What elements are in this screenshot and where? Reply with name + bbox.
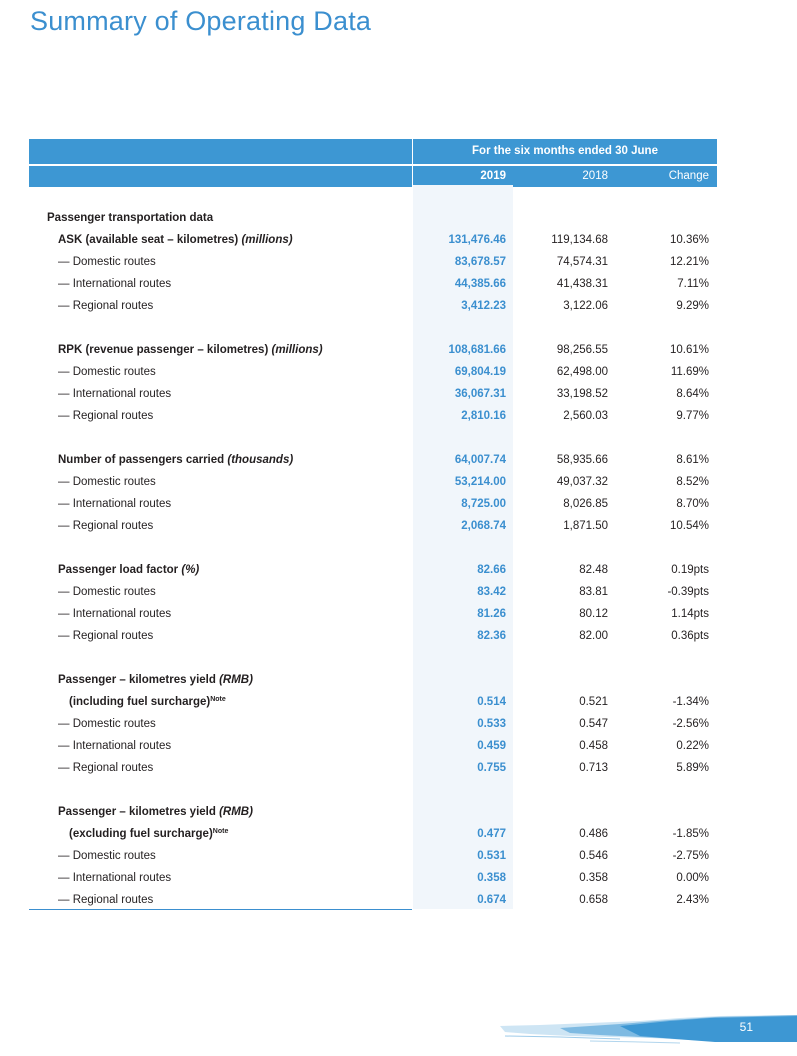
row-label	[58, 603, 171, 625]
row-label	[58, 713, 156, 735]
value-change: 0.22%	[676, 740, 709, 752]
row-label-unit: (%)	[181, 564, 200, 576]
table-row	[29, 801, 717, 823]
column-header-2019: 2019	[480, 170, 506, 182]
row-label	[58, 669, 253, 691]
row-label-text: — Regional routes	[58, 894, 154, 906]
value-change: -2.75%	[672, 850, 709, 862]
row-label	[58, 625, 153, 647]
value-2018: 119,134.68	[551, 234, 608, 246]
value-2018: 74,574.31	[556, 256, 608, 268]
row-label-text: — Regional routes	[58, 762, 154, 774]
value-change: 0.00%	[676, 872, 709, 884]
table-row	[29, 845, 717, 867]
value-2018: 0.713	[579, 762, 608, 774]
value-2019: 0.674	[477, 894, 506, 906]
value-change: 8.61%	[676, 454, 709, 466]
value-2018: 82.00	[579, 630, 608, 642]
note-marker: Note	[210, 696, 226, 703]
value-change: 1.14pts	[671, 608, 709, 620]
value-2019: 53,214.00	[454, 476, 506, 488]
row-label	[58, 801, 253, 823]
row-label-text: — Domestic routes	[58, 850, 156, 862]
row-label	[58, 559, 199, 581]
value-2019: 44,385.66	[454, 278, 506, 290]
table-row	[29, 229, 717, 251]
row-label-text: — Domestic routes	[58, 476, 156, 488]
table-row	[29, 383, 717, 405]
row-label-text: (excluding fuel surcharge)	[69, 828, 213, 840]
value-2018: 80.12	[579, 608, 608, 620]
value-change: 9.77%	[676, 410, 709, 422]
value-2018: 3,122.06	[563, 300, 608, 312]
row-label	[58, 867, 171, 889]
value-2018: 2,560.03	[563, 410, 608, 422]
column-header-change: Change	[668, 170, 709, 182]
table-row	[29, 493, 717, 515]
table-row	[29, 515, 717, 537]
row-label-text: — International routes	[58, 278, 172, 290]
value-change: 0.19pts	[671, 564, 709, 576]
row-label	[47, 207, 213, 229]
row-label-text: (including fuel surcharge)	[69, 696, 211, 708]
value-change: -2.56%	[672, 718, 709, 730]
row-label	[58, 889, 153, 911]
value-2018: 49,037.32	[556, 476, 608, 488]
row-label-text: Passenger load factor	[58, 564, 182, 576]
value-change: 10.54%	[669, 520, 709, 532]
value-2019: 82.66	[477, 564, 506, 576]
value-2018: 62,498.00	[556, 366, 608, 378]
row-label-text: — International routes	[58, 872, 172, 884]
value-2018: 0.358	[579, 872, 608, 884]
value-2019: 0.514	[477, 696, 506, 708]
row-label	[58, 339, 323, 361]
row-label	[58, 735, 171, 757]
row-label-unit: (millions)	[271, 344, 323, 356]
table-row	[29, 603, 717, 625]
row-label	[69, 823, 228, 845]
value-change: 8.52%	[676, 476, 709, 488]
row-label	[58, 251, 156, 273]
value-change: -1.85%	[672, 828, 709, 840]
row-label-unit: (RMB)	[219, 674, 253, 686]
table-row	[29, 207, 717, 229]
value-2019: 2,068.74	[461, 520, 506, 532]
row-label-unit: (thousands)	[227, 454, 294, 466]
row-label-text: — Regional routes	[58, 300, 154, 312]
value-change: 0.36pts	[671, 630, 709, 642]
row-label-text: — International routes	[58, 388, 172, 400]
row-label-text: Passenger transportation data	[47, 212, 214, 224]
operating-data-table	[29, 139, 717, 906]
table-row	[29, 691, 717, 713]
value-2018: 98,256.55	[556, 344, 608, 356]
value-change: 2.43%	[676, 894, 709, 906]
value-2018: 0.486	[579, 828, 608, 840]
value-2018: 41,438.31	[556, 278, 608, 290]
value-2018: 83.81	[579, 586, 608, 598]
page-number: 51	[739, 1020, 753, 1034]
value-2019: 0.358	[477, 872, 506, 884]
value-2018: 33,198.52	[556, 388, 608, 400]
value-2018: 0.547	[579, 718, 608, 730]
row-label	[58, 757, 153, 779]
value-2019: 0.533	[477, 718, 506, 730]
table-row	[29, 339, 717, 361]
row-label-text: — International routes	[58, 608, 172, 620]
value-2018: 0.521	[579, 696, 608, 708]
value-change: -0.39pts	[667, 586, 709, 598]
row-label	[58, 295, 153, 317]
table-row	[29, 559, 717, 581]
table-row	[29, 735, 717, 757]
table-row	[29, 757, 717, 779]
row-label-text: — Domestic routes	[58, 718, 156, 730]
row-label	[58, 515, 153, 537]
row-label-text: — Domestic routes	[58, 366, 156, 378]
value-2018: 1,871.50	[563, 520, 608, 532]
table-row	[29, 273, 717, 295]
row-label-unit: (millions)	[241, 234, 293, 246]
value-2019: 69,804.19	[454, 366, 506, 378]
value-2019: 83.42	[477, 586, 506, 598]
row-label	[58, 449, 293, 471]
row-label-text: ASK (available seat – kilometres)	[58, 234, 242, 246]
table-header-period-row	[29, 139, 717, 164]
table-row	[29, 449, 717, 471]
value-2019: 82.36	[477, 630, 506, 642]
row-label	[58, 383, 171, 405]
value-change: 8.70%	[676, 498, 709, 510]
row-label	[58, 581, 156, 603]
value-2019: 83,678.57	[454, 256, 506, 268]
value-2019: 8,725.00	[461, 498, 506, 510]
value-change: 11.69%	[670, 366, 709, 378]
table-row	[29, 669, 717, 691]
note-marker: Note	[212, 828, 229, 835]
table-row	[29, 405, 717, 427]
row-label	[58, 361, 156, 383]
value-change: -1.34%	[672, 696, 709, 708]
table-row	[29, 251, 717, 273]
table-row	[29, 361, 717, 383]
row-label-text: — International routes	[58, 498, 172, 510]
row-label	[58, 845, 156, 867]
row-label	[58, 405, 153, 427]
row-label-unit: (RMB)	[219, 806, 253, 818]
period-header: For the six months ended 30 June	[472, 145, 658, 157]
value-2019: 36,067.31	[454, 388, 506, 400]
page-title: Summary of Operating Data	[30, 6, 372, 36]
row-label-text: Passenger – kilometres yield	[58, 806, 220, 818]
value-2019: 131,476.46	[448, 234, 506, 246]
row-label	[69, 691, 226, 713]
row-label-text: — Regional routes	[58, 630, 154, 642]
value-2019: 0.531	[477, 850, 506, 862]
value-2019: 64,007.74	[454, 454, 506, 466]
value-2019: 108,681.66	[448, 344, 506, 356]
value-change: 12.21%	[669, 256, 709, 268]
value-2019: 2,810.16	[461, 410, 506, 422]
value-change: 8.64%	[676, 388, 709, 400]
value-2018: 82.48	[579, 564, 608, 576]
column-header-2018: 2018	[582, 170, 608, 182]
row-label-text: — Domestic routes	[58, 256, 156, 268]
value-2018: 0.546	[579, 850, 608, 862]
row-label	[58, 229, 293, 251]
row-label	[58, 493, 171, 515]
value-change: 7.11%	[677, 278, 709, 290]
table-header-year-row	[29, 166, 717, 187]
row-label	[58, 273, 171, 295]
value-2018: 0.458	[579, 740, 608, 752]
value-2018: 58,935.66	[556, 454, 608, 466]
value-change: 9.29%	[676, 300, 709, 312]
row-label	[58, 471, 156, 493]
row-label-text: — Domestic routes	[58, 586, 156, 598]
table-row	[29, 889, 717, 911]
table-row	[29, 625, 717, 647]
table-row	[29, 713, 717, 735]
value-2018: 0.658	[579, 894, 608, 906]
table-row	[29, 581, 717, 603]
value-2019: 81.26	[477, 608, 506, 620]
row-label-text: Number of passengers carried	[58, 454, 228, 466]
table-row	[29, 823, 717, 845]
row-label-text: Passenger – kilometres yield	[58, 674, 220, 686]
value-2019: 0.755	[477, 762, 506, 774]
table-row	[29, 471, 717, 493]
row-label-text: — Regional routes	[58, 410, 154, 422]
value-2018: 8,026.85	[563, 498, 608, 510]
value-change: 10.61%	[669, 344, 709, 356]
value-2019: 0.477	[477, 828, 506, 840]
table-bottom-rule	[29, 909, 412, 910]
row-label-text: — International routes	[58, 740, 172, 752]
table-row	[29, 867, 717, 889]
value-2019: 0.459	[477, 740, 506, 752]
row-label-text: RPK (revenue passenger – kilometres)	[58, 344, 272, 356]
table-row	[29, 295, 717, 317]
value-change: 10.36%	[669, 234, 709, 246]
row-label-text: — Regional routes	[58, 520, 154, 532]
value-change: 5.89%	[676, 762, 709, 774]
value-2019: 3,412.23	[461, 300, 506, 312]
